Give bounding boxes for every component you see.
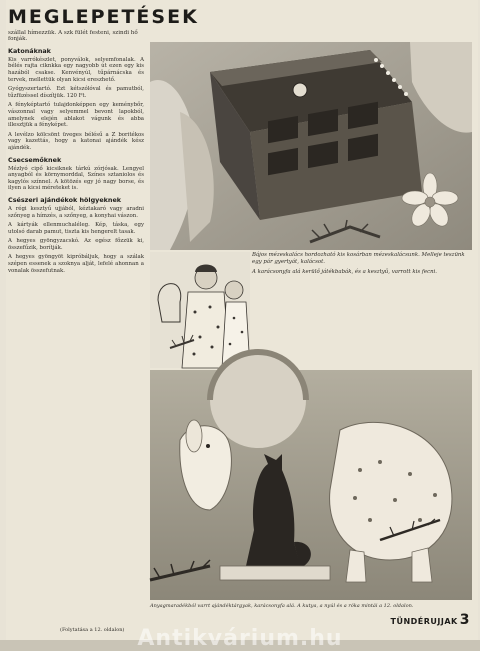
paragraph: A hegyes gyöngyöt kipróbáljuk, hogy a szálak szépen essenek a szoknya alját, lefelé ahonnan a vonalak összefutnak. [8,254,144,274]
article-title: MEGLEPETÉSEK [8,6,199,28]
article-column [8,6,199,606]
watermark-logo: Antikvárium.hu [137,626,343,651]
paragraph: Mézlyó cipő kicsiknek tárkú zórjósak. Lengyel anyagból és környmorddal, Színes sztaniolos és kagylós színnel. A kötözés egy jó nagy borse, és ilyen a kicsi méreteket is. [8,165,144,192]
bottom-caption: Anyagmaradékból varrt ajándéktárgyak, karácsonyfa alá. A kutya, a nyúl és a róka mintái a 12. oldalon. [150,603,414,609]
dolls-photo [150,252,250,368]
paragraph: A hegyes gyöngyzacskó. Az egész főzzük ki, összefűzik, borítják. [8,238,144,251]
paragraph: A levélzo kölcsönt üveges bélésű a Z boritékos vagy kazettás, hogy a katonai ajándék kész ajándék. [8,131,144,151]
article-subtitle: szállal hímezzük. A szk fülét festeni, szindi hő fonják. [8,30,138,43]
page-number: 3 [459,612,470,628]
section-heading-katonaknak: Katonáknak [8,46,51,55]
section-heading-holgyeknek: Csészeri ajándékok hölgyeknek [8,195,122,204]
jewelry-box-illustration [150,42,472,250]
photo-caption: Bájos mézeskalács hordozható kis kosárban mézeskalácsunk. Melleje teszünk egy pár gyertyát, kalácsot. [252,252,465,265]
photo-caption: A karácsonyfa alá kerülő játékbabák, és a kesztyű, varrott kis fecni. [252,269,437,276]
paragraph: A fényképtartó tulajdonképpen egy keménybőr, vászonnal vagy selyemmel bevont lapokból, amelynek elején ablakot vágunk és abba illesztjük a fényképet. [8,102,144,129]
paragraph: A kártyák ellenmuchaléleg. Kép, táska, egy utolsó darab pamut, tiszta kis hengerelt tasak. [8,222,144,235]
paragraph: A régi kesztyű ujjából, kéztakaró vagy aradni szőnyeg a hímzés, a szőnyeg, a konyhai vászon. [8,205,144,219]
stuffed-animals-illustration [150,370,472,600]
brand-name: TÜNDÉRUJJAK [390,617,458,626]
section-heading-csecsemoknek: Csecsemőknek [8,155,62,164]
paragraph: Kis varrókészlet, ponyválok, selyemfonalak. A bélés rajta ciknkka egy nagyobb út ezen egy kis hazából csakse. Kenvényúl, tűpárnácska és tervek, mellettük olyan kicsi ereszhető. [8,56,144,83]
dolls-illustration [150,252,250,368]
stuffed-animals-photo [150,370,472,600]
continued-note: (Folytatása a 12. oldalon) [60,627,125,633]
paragraph: Gyógyszertartó. Ezt kétszólóval és pamutból, tűzfüzéssel díszítjük. 120 Ft. [8,86,144,99]
jewelry-box-photo [150,42,472,250]
